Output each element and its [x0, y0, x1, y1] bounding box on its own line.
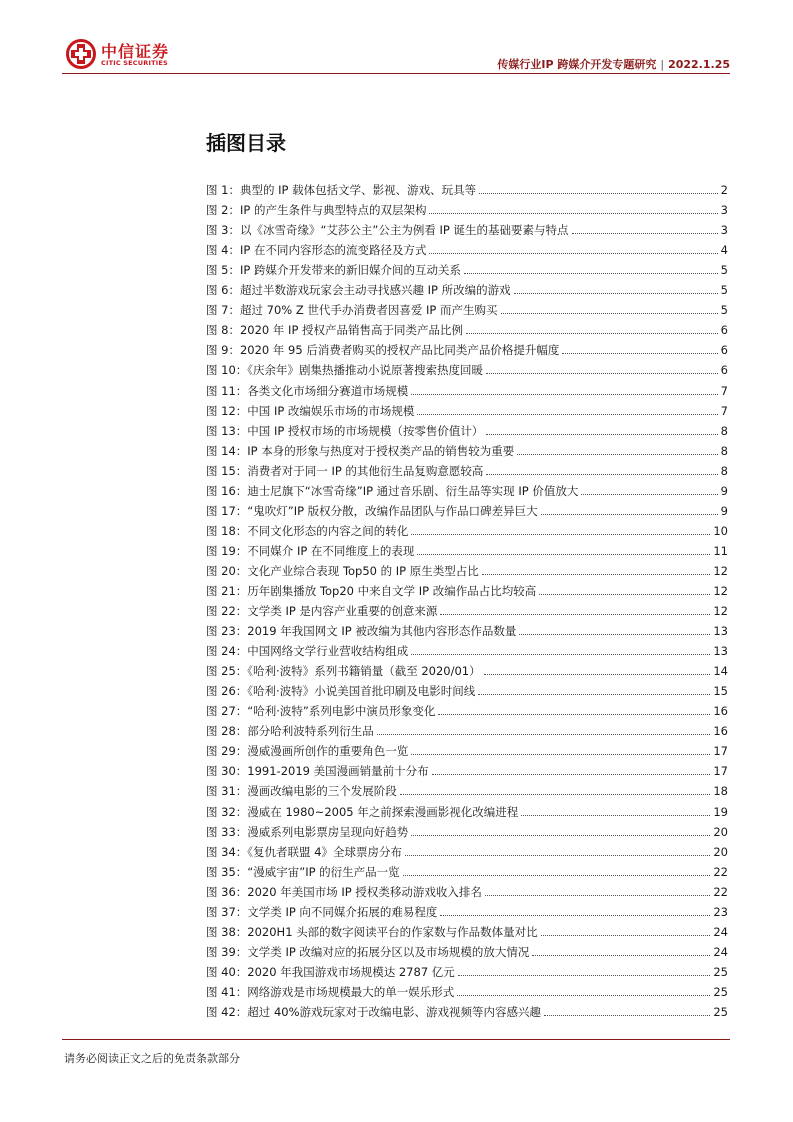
toc-entry-label[interactable]: 图 21：历年剧集播放 Top20 中来自文学 IP 改编作品占比均较高	[206, 583, 537, 598]
report-label: 传媒行业IP 跨媒介开发专题研究	[497, 58, 657, 71]
toc-entry[interactable]	[206, 698, 728, 718]
toc-entry[interactable]	[206, 778, 728, 798]
toc-dot-leader	[514, 293, 718, 294]
toc-dot-leader	[539, 594, 710, 595]
toc-dot-leader	[484, 674, 711, 675]
toc-entry[interactable]	[206, 658, 728, 678]
toc-entry-label[interactable]: 图 42：超过 40%游戏玩家对于改编电影、游戏视频等内容感兴趣	[206, 1004, 542, 1019]
toc-entry-page[interactable]: 8	[720, 443, 728, 458]
toc-entry-page[interactable]: 3	[720, 223, 728, 238]
toc-entry[interactable]	[206, 257, 728, 277]
toc-entry-page[interactable]: 17	[713, 744, 728, 759]
toc-entry[interactable]	[206, 317, 728, 337]
toc-entry-page[interactable]: 14	[713, 664, 728, 679]
toc-dot-leader	[411, 654, 710, 655]
toc-entry[interactable]	[206, 438, 728, 458]
footer-divider	[62, 1039, 730, 1040]
toc-dot-leader	[581, 494, 717, 495]
toc-dot-leader	[400, 794, 711, 795]
toc-entry-label[interactable]: 图 6：超过半数游戏玩家会主动寻找感兴趣 IP 所改编的游戏	[206, 283, 511, 298]
toc-dot-leader	[485, 895, 711, 896]
toc-entry-label[interactable]: 图 25：《哈利·波特》系列书籍销量（截至 2020/01）	[206, 664, 481, 679]
toc-entry-page[interactable]: 12	[713, 563, 728, 578]
toc-entry-label[interactable]: 图 40：2020 年我国游戏市场规模达 2787 亿元	[206, 964, 455, 979]
toc-entry[interactable]	[206, 337, 728, 357]
toc-entry-label[interactable]: 图 28：部分哈利波特系列衍生品	[206, 724, 374, 739]
toc-entry[interactable]	[206, 458, 728, 478]
toc-dot-leader	[403, 875, 711, 876]
toc-dot-leader	[466, 333, 718, 334]
toc-entry-page[interactable]: 25	[713, 964, 728, 979]
citic-emblem-icon	[66, 39, 96, 69]
report-header-info	[497, 56, 730, 72]
toc-entry-page[interactable]: 13	[713, 644, 728, 659]
toc-dot-leader	[532, 955, 710, 956]
toc-dot-leader	[501, 313, 718, 314]
toc-entry-page[interactable]: 16	[713, 704, 728, 719]
toc-dot-leader	[429, 213, 717, 214]
toc-entry-page[interactable]: 9	[720, 483, 728, 498]
toc-entry[interactable]	[206, 758, 728, 778]
logo-chinese-name: 中信证券	[101, 42, 170, 61]
toc-entry-page[interactable]: 8	[720, 423, 728, 438]
toc-dot-leader	[541, 514, 718, 515]
toc-entry[interactable]	[206, 979, 728, 999]
toc-dot-leader	[486, 474, 717, 475]
toc-entry-page[interactable]: 5	[720, 303, 728, 318]
toc-entry-label[interactable]: 图 34：《复仇者联盟 4》全球票房分布	[206, 844, 403, 859]
toc-entry-label[interactable]: 图 37：文学类 IP 向不同媒介拓展的难易程度	[206, 904, 438, 919]
toc-entry[interactable]	[206, 498, 728, 518]
toc-entry-label[interactable]: 图 7：超过 70% Z 世代手办消费者因喜爱 IP 而产生购买	[206, 303, 498, 318]
toc-entry[interactable]	[206, 237, 728, 257]
toc-entry-label[interactable]: 图 27：“哈利·波特”系列电影中演员形象变化	[206, 704, 436, 719]
toc-entry-page[interactable]: 20	[713, 844, 728, 859]
toc-entry-page[interactable]: 7	[720, 403, 728, 418]
toc-entry-page[interactable]: 16	[713, 724, 728, 739]
toc-entry-page[interactable]: 8	[720, 463, 728, 478]
toc-entry-page[interactable]: 19	[713, 804, 728, 819]
toc-entry[interactable]	[206, 999, 728, 1019]
toc-entry-page[interactable]: 23	[713, 904, 728, 919]
toc-entry[interactable]	[206, 859, 728, 879]
toc-entry-label[interactable]: 图 4：IP 在不同内容形态的流变路径及方式	[206, 243, 427, 258]
toc-entry-label[interactable]: 图 3：以《冰雪奇缘》“艾莎公主”公主为例看 IP 诞生的基础要素与特点	[206, 223, 569, 238]
toc-dot-leader	[562, 353, 717, 354]
toc-entry-page[interactable]: 9	[720, 503, 728, 518]
toc-entry-page[interactable]: 22	[713, 884, 728, 899]
toc-entry-label[interactable]: 图 36：2020 年美国市场 IP 授权类移动游戏收入排名	[206, 884, 482, 899]
toc-entry-label[interactable]: 图 16：迪士尼旗下“冰雪奇缘”IP 通过音乐剧、衍生品等实现 IP 价值放大	[206, 483, 579, 498]
toc-entry[interactable]	[206, 618, 728, 638]
toc-entry-page[interactable]: 18	[713, 784, 728, 799]
toc-entry[interactable]	[206, 377, 728, 397]
toc-dot-leader	[432, 774, 711, 775]
toc-entry-page[interactable]: 25	[713, 1004, 728, 1019]
toc-dot-leader	[457, 995, 710, 996]
toc-entry-label[interactable]: 图 18：不同文化形态的内容之间的转化	[206, 523, 409, 538]
toc-entry-label[interactable]: 图 38：2020H1 头部的数字阅读平台的作家数与作品数体量对比	[206, 924, 538, 939]
toc-dot-leader	[411, 754, 710, 755]
toc-entry[interactable]	[206, 598, 728, 618]
toc-entry-page[interactable]: 6	[720, 323, 728, 338]
toc-dot-leader	[482, 574, 711, 575]
toc-dot-leader	[417, 554, 710, 555]
toc-entry-label[interactable]: 图 30：1991-2019 美国漫画销量前十分布	[206, 764, 429, 779]
toc-entry-label[interactable]: 图 17：“鬼吹灯”IP 版权分散，改编作品团队与作品口碑差异巨大	[206, 503, 538, 518]
toc-entry-page[interactable]: 5	[720, 283, 728, 298]
toc-entry[interactable]	[206, 538, 728, 558]
toc-entry-page[interactable]: 22	[713, 864, 728, 879]
toc-dot-leader	[541, 935, 711, 936]
toc-entry-page[interactable]: 25	[713, 984, 728, 999]
toc-entry-label[interactable]: 图 31：漫画改编电影的三个发展阶段	[206, 784, 397, 799]
toc-entry-label[interactable]: 图 41：网络游戏是市场规模最大的单一娱乐形式	[206, 984, 455, 999]
toc-entry[interactable]	[206, 638, 728, 658]
toc-entry-page[interactable]: 10	[713, 523, 728, 538]
toc-dot-leader	[572, 233, 718, 234]
toc-dot-leader	[544, 1015, 710, 1016]
page-header	[62, 38, 730, 72]
toc-entry-page[interactable]: 15	[713, 684, 728, 699]
page-title: 插图目录	[206, 131, 286, 155]
toc-entry-page[interactable]: 20	[713, 824, 728, 839]
toc-dot-leader	[517, 454, 717, 455]
header-separator: |	[660, 58, 665, 71]
toc-entry-page[interactable]: 6	[720, 363, 728, 378]
toc-dot-leader	[440, 614, 710, 615]
toc-entry[interactable]	[206, 578, 728, 598]
toc-entry-page[interactable]: 13	[713, 624, 728, 639]
toc-entry[interactable]	[206, 939, 728, 959]
toc-dot-leader	[405, 855, 710, 856]
toc-entry-page[interactable]: 3	[720, 203, 728, 218]
toc-entry-label[interactable]: 图 12：中国 IP 改编娱乐市场的市场规模	[206, 403, 415, 418]
toc-entry[interactable]	[206, 798, 728, 818]
toc-entry-page[interactable]: 17	[713, 764, 728, 779]
toc-entry[interactable]	[206, 518, 728, 538]
toc-dot-leader	[411, 534, 710, 535]
toc-entry-label[interactable]: 图 35：“漫威宇宙”IP 的衍生产品一览	[206, 864, 400, 879]
toc-entry[interactable]	[206, 819, 728, 839]
toc-entry-label[interactable]: 图 19：不同媒介 IP 在不同维度上的表现	[206, 543, 415, 558]
toc-entry-label[interactable]: 图 8：2020 年 IP 授权产品销售高于同类产品比例	[206, 323, 464, 338]
toc-entry[interactable]	[206, 177, 728, 197]
toc-entry[interactable]	[206, 418, 728, 438]
toc-entry[interactable]	[206, 398, 728, 418]
toc-entry-page[interactable]: 7	[720, 383, 728, 398]
toc-dot-leader	[438, 714, 710, 715]
toc-entry-page[interactable]: 24	[713, 924, 728, 939]
toc-entry[interactable]	[206, 919, 728, 939]
figure-list	[206, 177, 728, 1019]
toc-dot-leader	[478, 694, 710, 695]
toc-entry-label[interactable]: 图 32：漫威在 1980~2005 年之前探索漫画影视化改编进程	[206, 804, 519, 819]
toc-entry-label[interactable]: 图 11：各类文化市场细分赛道市场规模	[206, 383, 409, 398]
toc-dot-leader	[411, 835, 710, 836]
report-date: 2022.1.25	[668, 58, 730, 71]
toc-entry[interactable]	[206, 678, 728, 698]
toc-entry-label[interactable]: 图 14：IP 本身的形象与热度对于授权类产品的销售较为重要	[206, 443, 515, 458]
toc-entry-label[interactable]: 图 29：漫威漫画所创作的重要角色一览	[206, 744, 409, 759]
toc-entry[interactable]	[206, 197, 728, 217]
toc-dot-leader	[417, 414, 717, 415]
toc-entry-label[interactable]: 图 33：漫威系列电影票房呈现向好趋势	[206, 824, 409, 839]
header-divider	[62, 73, 730, 74]
toc-entry-label[interactable]: 图 1：典型的 IP 载体包括文学、影视、游戏、玩具等	[206, 183, 477, 198]
toc-entry-page[interactable]: 12	[713, 583, 728, 598]
toc-entry[interactable]	[206, 718, 728, 738]
toc-dot-leader	[486, 434, 717, 435]
toc-entry-label[interactable]: 图 39：文学类 IP 改编对应的拓展分区以及市场规模的放大情况	[206, 944, 530, 959]
toc-dot-leader	[519, 634, 710, 635]
toc-entry-label[interactable]: 图 10：《庆余年》剧集热播推动小说原著搜索热度回暖	[206, 363, 484, 378]
toc-dot-leader	[440, 915, 710, 916]
toc-dot-leader	[479, 193, 718, 194]
toc-entry-page[interactable]: 24	[713, 944, 728, 959]
toc-entry-label[interactable]: 图 5：IP 跨媒介开发带来的新旧媒介间的互动关系	[206, 263, 461, 278]
toc-entry-page[interactable]: 6	[720, 343, 728, 358]
logo-english-name: CITIC SECURITIES	[101, 59, 168, 67]
toc-entry[interactable]	[206, 738, 728, 758]
toc-entry-page[interactable]: 11	[713, 543, 728, 558]
toc-entry-label[interactable]: 图 20：文化产业综合表现 Top50 的 IP 原生类型占比	[206, 563, 479, 578]
toc-entry-page[interactable]: 2	[720, 183, 728, 198]
toc-dot-leader	[411, 394, 717, 395]
toc-entry-page[interactable]: 12	[713, 604, 728, 619]
toc-entry-label[interactable]: 图 23：2019 年我国网文 IP 被改编为其他内容形态作品数量	[206, 624, 517, 639]
toc-entry[interactable]	[206, 277, 728, 297]
toc-entry-label[interactable]: 图 24：中国网络文学行业营收结构组成	[206, 644, 409, 659]
toc-entry-label[interactable]: 图 26：《哈利·波特》小说美国首批印刷及电影时间线	[206, 684, 476, 699]
toc-entry[interactable]	[206, 297, 728, 317]
toc-entry[interactable]	[206, 357, 728, 377]
citic-logo	[62, 38, 192, 72]
toc-dot-leader	[458, 975, 711, 976]
toc-entry[interactable]	[206, 478, 728, 498]
toc-entry[interactable]	[206, 839, 728, 859]
toc-entry-label[interactable]: 图 9：2020 年 95 后消费者购买的授权产品比同类产品价格提升幅度	[206, 343, 560, 358]
toc-entry-label[interactable]: 图 13：中国 IP 授权市场的市场规模（按零售价值计）	[206, 423, 484, 438]
toc-dot-leader	[521, 815, 710, 816]
toc-dot-leader	[377, 734, 711, 735]
toc-dot-leader	[429, 253, 717, 254]
toc-entry[interactable]	[206, 899, 728, 919]
toc-entry-label[interactable]: 图 2：IP 的产生条件与典型特点的双层架构	[206, 203, 427, 218]
toc-entry-label[interactable]: 图 15：消费者对于同一 IP 的其他衍生品复购意愿较高	[206, 463, 484, 478]
toc-entry[interactable]	[206, 959, 728, 979]
toc-entry-page[interactable]: 4	[720, 243, 728, 258]
footer-disclaimer: 请务必阅读正文之后的免责条款部分	[64, 1052, 240, 1065]
toc-entry[interactable]	[206, 558, 728, 578]
toc-entry-page[interactable]: 5	[720, 263, 728, 278]
toc-entry[interactable]	[206, 879, 728, 899]
toc-dot-leader	[464, 273, 718, 274]
toc-dot-leader	[486, 373, 718, 374]
toc-entry-label[interactable]: 图 22：文学类 IP 是内容产业重要的创意来源	[206, 604, 438, 619]
toc-entry[interactable]	[206, 217, 728, 237]
